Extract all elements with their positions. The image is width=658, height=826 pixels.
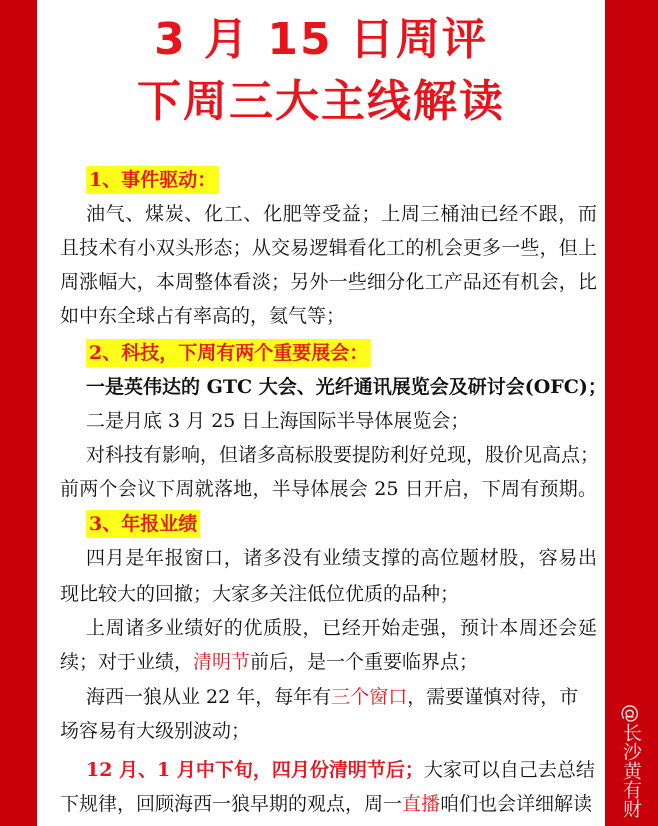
text: 续；对于业绩，	[60, 651, 194, 673]
body-line: 现比较大的回撤；大家多关注低位优质的品种；	[60, 583, 460, 605]
body-line: 如中东全球占有率高的，氦气等；	[60, 305, 346, 327]
body-line: 上周诸多业绩好的优质股，已经开始走强，预计本周还会延	[86, 617, 597, 639]
body-line	[60, 758, 597, 782]
section-1-heading: 1、事件驱动：	[86, 166, 219, 194]
text: 前后，是一个重要临界点；	[250, 651, 479, 673]
highlight-dates: 12 月、1 月中下旬，四月份清明节后；	[86, 759, 424, 781]
text: 咱们也会详细解读	[440, 793, 593, 815]
text: 大家可以自己去总结	[423, 759, 595, 781]
body-line: 一是英伟达的 GTC 大会、光纤通讯展览会及研讨会(OFC)；	[86, 376, 607, 398]
watermark: @长沙黄有财	[620, 704, 642, 818]
section-3-heading: 3、年报业绩	[86, 510, 200, 538]
body-line: 周涨幅大，本周整体看淡；另外一些细分化工产品还有机会，比	[60, 271, 597, 293]
text: 下规律，回顾海西一狼早期的观点，周一	[60, 793, 403, 815]
highlight-qingming: 清明节	[193, 651, 251, 673]
title-line-2: 下周三大主线解读	[137, 76, 505, 127]
text: ，需要谨慎对待，市	[407, 686, 579, 708]
body-line: 油气、煤炭、化工、化肥等受益；上周三桶油已经不跟，而	[86, 203, 597, 225]
title-line-1: 3 月 15 日周评	[154, 14, 488, 65]
body-line: 对科技有影响，但诸多高标股要提防利好兑现，股价见高点；	[86, 444, 600, 466]
body-line	[60, 650, 597, 674]
body-line: 且技术有小双头形态；从交易逻辑看化工的机会更多一些，但上	[60, 237, 597, 259]
section-2-heading: 2、科技，下周有两个重要展会：	[86, 339, 371, 367]
body-line: 场容易有大级别波动；	[60, 720, 251, 742]
body-line: 二是月底 3 月 25 日上海国际半导体展览会；	[86, 410, 470, 432]
highlight-three-windows: 三个窗口	[331, 686, 408, 708]
body-line	[60, 685, 597, 709]
body-line	[60, 792, 597, 816]
body-line: 前两个会议下周就落地，半导体展会 25 日开启，下周有预期。	[60, 478, 597, 500]
highlight-live: 直播	[402, 793, 441, 815]
text: 海西一狼从业 22 年，每年有	[86, 686, 332, 708]
body-line: 四月是年报窗口，诸多没有业绩支撑的高位题材股，容易出	[86, 547, 597, 569]
document-page	[37, 0, 605, 826]
